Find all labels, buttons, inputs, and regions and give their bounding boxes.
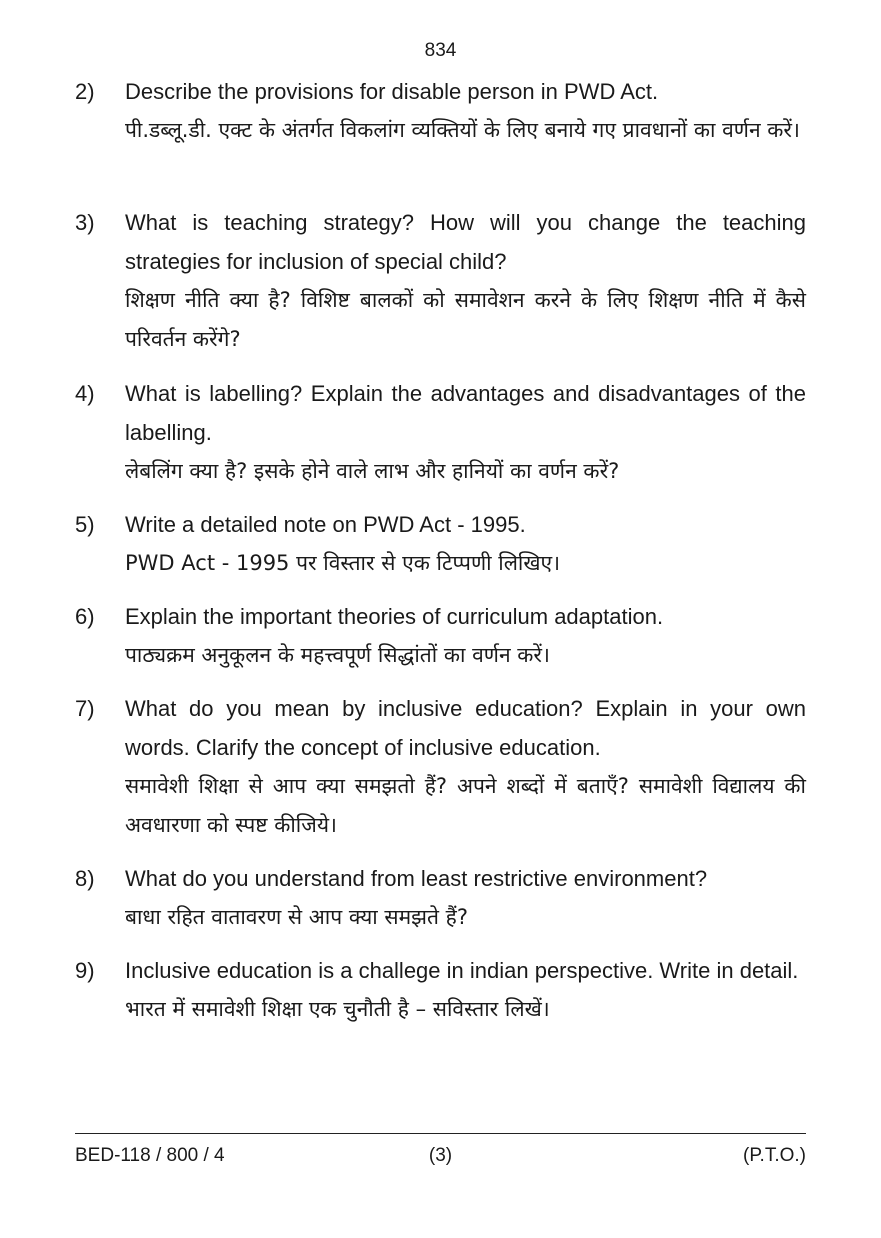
question-number: 3) [75,210,95,235]
question-8 [75,859,806,937]
please-turn-over: (P.T.O.) [743,1145,806,1166]
paper-code: BED-118 / 800 / 4 [75,1145,225,1166]
question-text-english: Explain the important theories of curriculum adaptation. [125,604,664,629]
question-text-english: Describe the provisions for disable person in PWD Act. [125,79,659,104]
question-number: 9) [75,958,95,983]
question-text-english: Inclusive education is a challege in indian perspective. Write in detail. [125,958,799,983]
question-number: 6) [75,604,95,629]
question-text-hindi: बाधा रहित वातावरण से आप क्या समझते हैं? [125,905,468,929]
question-number: 4) [75,381,95,406]
question-text-hindi: PWD Act - 1995 पर विस्तार से एक टिप्पणी लिखिए। [125,551,561,575]
question-3 [75,203,806,359]
question-text-english: What is teaching strategy? How will you change the teaching strategies for inclusion of special child? [125,210,806,274]
question-number: 5) [75,512,95,537]
question-number: 7) [75,696,95,721]
question-text-english: What do you understand from least restrictive environment? [125,866,708,891]
question-4 [75,374,806,491]
question-text-hindi: पी.डब्लू.डी. एक्ट के अंतर्गत विकलांग व्यक्तियों के लिए बनाये गए प्रावधानों का वर्णन करें। [125,118,800,142]
question-2 [75,72,806,150]
question-9 [75,951,806,1029]
question-7 [75,689,806,845]
question-text-hindi: लेबलिंग क्या है? इसके होने वाले लाभ और हानियों का वर्णन करें? [125,459,620,483]
question-text-english: What do you mean by inclusive education? Explain in your own words. Clarify the concept of inclusive education. [125,696,806,760]
footer-page-number: (3) [428,1145,453,1166]
page-footer [75,1143,806,1169]
question-number: 2) [75,79,95,104]
question-text-hindi: शिक्षण नीति क्या है? विशिष्ट बालकों को समावेशन करने के लिए शिक्षण नीति में कैसे परिवर्तन करेंगे? [125,288,806,351]
question-text-english: Write a detailed note on PWD Act - 1995. [125,512,526,537]
footer-divider [75,1133,806,1134]
question-text-hindi: भारत में समावेशी शिक्षा एक चुनौती है – सविस्तार लिखें। [125,997,550,1021]
question-6 [75,597,806,675]
question-5 [75,505,806,583]
question-text-hindi: पाठ्यक्रम अनुकूलन के महत्त्वपूर्ण सिद्धांतों का वर्णन करें। [125,643,550,667]
question-text-english: What is labelling? Explain the advantages and disadvantages of the labelling. [125,381,806,445]
question-text-hindi: समावेशी शिक्षा से आप क्या समझतो हैं? अपने शब्दों में बताएँ? समावेशी विद्यालय की अवधारणा को स्पष्ट कीजिये। [125,774,806,837]
page-number: 834 [424,40,457,61]
question-number: 8) [75,866,95,891]
